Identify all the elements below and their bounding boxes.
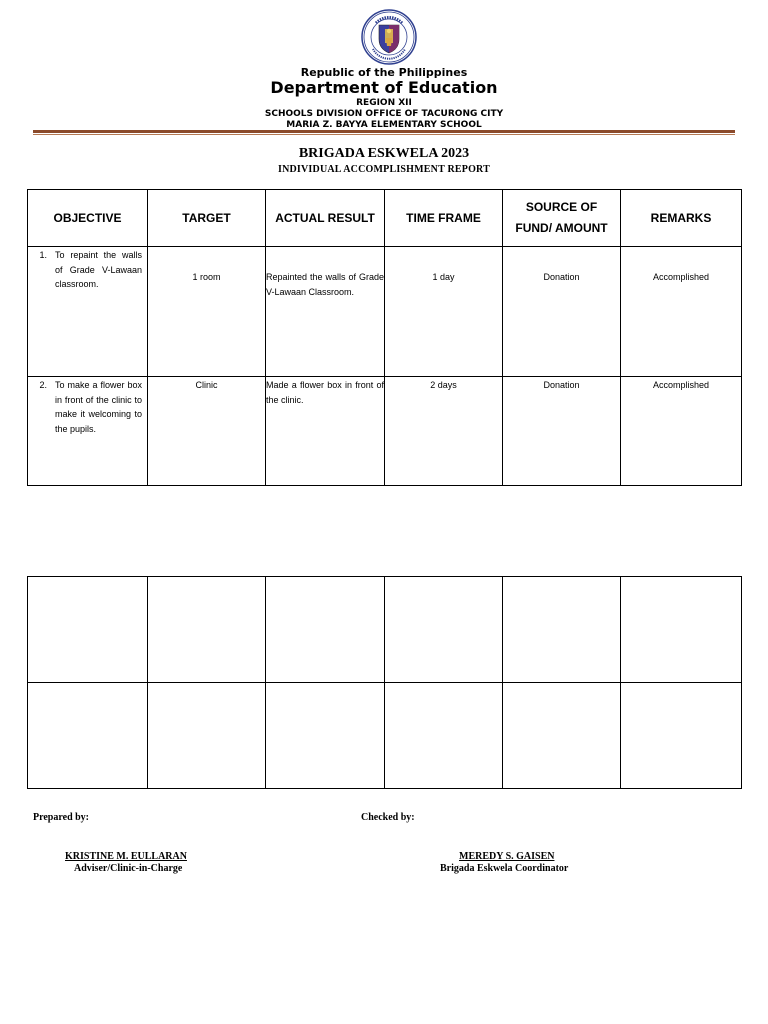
blank-cell — [503, 683, 621, 789]
blank-cell — [28, 683, 148, 789]
target-cell: 1 room — [148, 247, 266, 377]
region-heading: REGION XII — [356, 98, 412, 108]
actual-result-cell: Made a flower box in front of the clinic. — [266, 377, 385, 486]
report-title: BRIGADA ESKWELA 2023 — [298, 146, 470, 161]
republic-heading: Republic of the Philippines — [300, 66, 468, 79]
blank-cell — [148, 683, 266, 789]
prepared-by-name: KRISTINE M. EULLARAN — [65, 851, 187, 862]
blank-cell — [503, 577, 621, 683]
blank-cell — [385, 683, 503, 789]
blank-cell — [385, 577, 503, 683]
actual-result-cell: Repainted the walls of Grade V-Lawaan Classroom. — [266, 247, 385, 377]
column-header-source-of-fund-text: SOURCE OF FUND/ AMOUNT — [515, 200, 608, 235]
blank-table — [27, 576, 742, 789]
column-header-actual-result: ACTUAL RESULT — [266, 190, 385, 247]
checked-by-name: MEREDY S. GAISEN — [459, 851, 555, 862]
time-frame-cell: 1 day — [385, 247, 503, 377]
header-divider — [33, 130, 735, 133]
division-heading: SCHOOLS DIVISION OFFICE OF TACURONG CITY — [264, 109, 504, 119]
header-divider-thin — [33, 134, 735, 135]
department-heading: Department of Education — [270, 78, 498, 97]
objective-text: To repaint the walls of Grade V-Lawaan classroom. — [55, 250, 142, 289]
blank-cell — [266, 683, 385, 789]
prepared-by-label: Prepared by: — [33, 812, 90, 823]
objective-cell — [28, 247, 148, 377]
time-frame-cell: 2 days — [385, 377, 503, 486]
remarks-cell: Accomplished — [621, 247, 742, 377]
checked-by-label: Checked by: — [361, 812, 415, 823]
blank-cell — [28, 577, 148, 683]
objective-number: 2. — [39, 380, 47, 390]
table-row — [28, 377, 742, 486]
blank-cell — [266, 577, 385, 683]
target-cell: Clinic — [148, 377, 266, 486]
blank-table-row — [28, 683, 742, 789]
blank-table-row — [28, 577, 742, 683]
prepared-by-title: Adviser/Clinic-in-Charge — [74, 863, 183, 874]
accomplishment-table — [27, 189, 742, 486]
column-header-target: TARGET — [148, 190, 266, 247]
school-heading: MARIA Z. BAYYA ELEMENTARY SCHOOL — [286, 120, 482, 130]
report-subtitle: INDIVIDUAL ACCOMPLISHMENT REPORT — [277, 164, 490, 175]
column-header-source-of-fund — [503, 190, 621, 247]
objective-text: To make a flower box in front of the clinic to make it welcoming to the pupils. — [55, 380, 142, 434]
blank-cell — [621, 577, 742, 683]
deped-seal-logo — [361, 9, 417, 65]
table-row — [28, 247, 742, 377]
objective-number: 1. — [39, 250, 47, 260]
blank-cell — [621, 683, 742, 789]
column-header-time-frame: TIME FRAME — [385, 190, 503, 247]
remarks-cell: Accomplished — [621, 377, 742, 486]
table-header-row — [28, 190, 742, 247]
source-cell: Donation — [503, 247, 621, 377]
column-header-remarks: REMARKS — [621, 190, 742, 247]
column-header-objective: OBJECTIVE — [28, 190, 148, 247]
source-cell: Donation — [503, 377, 621, 486]
checked-by-title: Brigada Eskwela Coordinator — [440, 863, 569, 874]
blank-cell — [148, 577, 266, 683]
objective-cell — [28, 377, 148, 486]
